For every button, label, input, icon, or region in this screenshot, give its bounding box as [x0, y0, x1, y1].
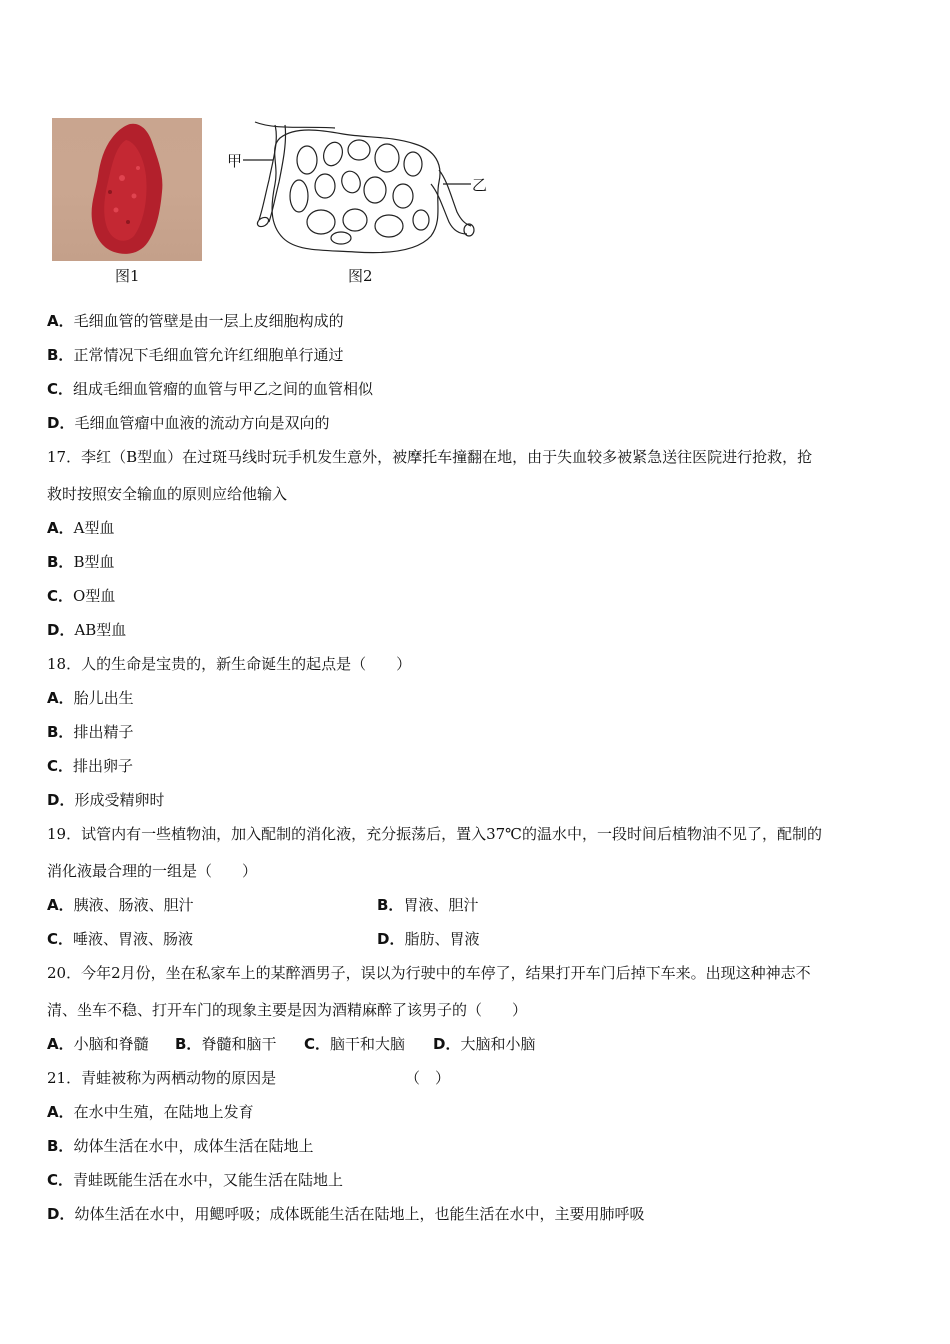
q21-option-a: A．在水中生殖，在陆地上发育 [47, 1103, 254, 1121]
q18-option-d: D．形成受精卵时 [47, 791, 165, 809]
fig2-caption: 图2 [348, 267, 373, 285]
q16-option-d: D．毛细血管瘤中血液的流动方向是双向的 [47, 414, 330, 432]
q20-option-d: D．大脑和小脑 [433, 1035, 536, 1053]
q20-stem-line2: 清、坐车不稳、打开车门的现象主要是因为酒精麻醉了该男子的（ ） [47, 1001, 528, 1019]
q16-option-b: B．正常情况下毛细血管允许红细胞单行通过 [47, 346, 344, 364]
q19-option-a: A．胰液、肠液、胆汁 [47, 896, 194, 914]
q21-option-c: C．青蛙既能生活在水中，又能生活在陆地上 [47, 1171, 344, 1189]
capillary-network-diagram [225, 120, 490, 270]
q19-option-d: D．脂肪、胃液 [377, 930, 480, 948]
q18-stem: 18．人的生命是宝贵的，新生命诞生的起点是（ ） [47, 655, 412, 673]
figure-area [50, 115, 500, 290]
q20-option-a: A．小脑和脊髓 [47, 1035, 149, 1053]
q19-option-b: B．胃液、胆汁 [377, 896, 479, 914]
q18-option-a: A．胎儿出生 [47, 689, 134, 707]
fig1-caption: 图1 [115, 267, 140, 285]
q21-option-b: B．幼体生活在水中，成体生活在陆地上 [47, 1137, 314, 1155]
q19-stem-line2: 消化液最合理的一组是（ ） [47, 862, 258, 880]
q18-option-c: C．排出卵子 [47, 757, 134, 775]
q16-option-c: C．组成毛细血管瘤的血管与甲乙之间的血管相似 [47, 380, 374, 398]
q16-option-a: A．毛细血管的管壁是由一层上皮细胞构成的 [47, 312, 344, 330]
q17-option-b: B．B型血 [47, 553, 115, 571]
q21-stem: 21．青蛙被称为两栖动物的原因是 [47, 1069, 277, 1087]
q17-stem-line1: 17．李红（B型血）在过斑马线时玩手机发生意外，被摩托车撞翻在地，由于失血较多被紧急送往医院进行抢救，抢 [47, 448, 813, 466]
q19-stem-line1: 19．试管内有一些植物油，加入配制的消化液，充分振荡后，置入37℃的温水中，一段时间后植物油不见了，配制的 [47, 825, 822, 843]
q21-bracket: （ ） [405, 1069, 451, 1087]
hemangioma-photo [52, 118, 202, 261]
q18-option-b: B．排出精子 [47, 723, 134, 741]
q17-stem-line2: 救时按照安全输血的原则应给他输入 [47, 485, 288, 503]
q17-option-a: A．A型血 [47, 519, 115, 537]
q20-stem-line1: 20．今年2月份，坐在私家车上的某醉酒男子，误以为行驶中的车停了，结果打开车门后掉下车来。出现这种神志不 [47, 964, 811, 982]
q17-option-d: D．AB型血 [47, 621, 127, 639]
q19-option-c: C．唾液、胃液、肠液 [47, 930, 194, 948]
q17-option-c: C．O型血 [47, 587, 116, 605]
q20-option-c: C．脑干和大脑 [304, 1035, 406, 1053]
label-yi: 乙 [472, 176, 488, 194]
q20-option-b: B．脊髓和脑干 [175, 1035, 277, 1053]
label-jia: 甲 [227, 152, 243, 170]
q21-option-d: D．幼体生活在水中，用鳃呼吸；成体既能生活在陆地上，也能生活在水中，主要用肺呼吸 [47, 1205, 645, 1223]
